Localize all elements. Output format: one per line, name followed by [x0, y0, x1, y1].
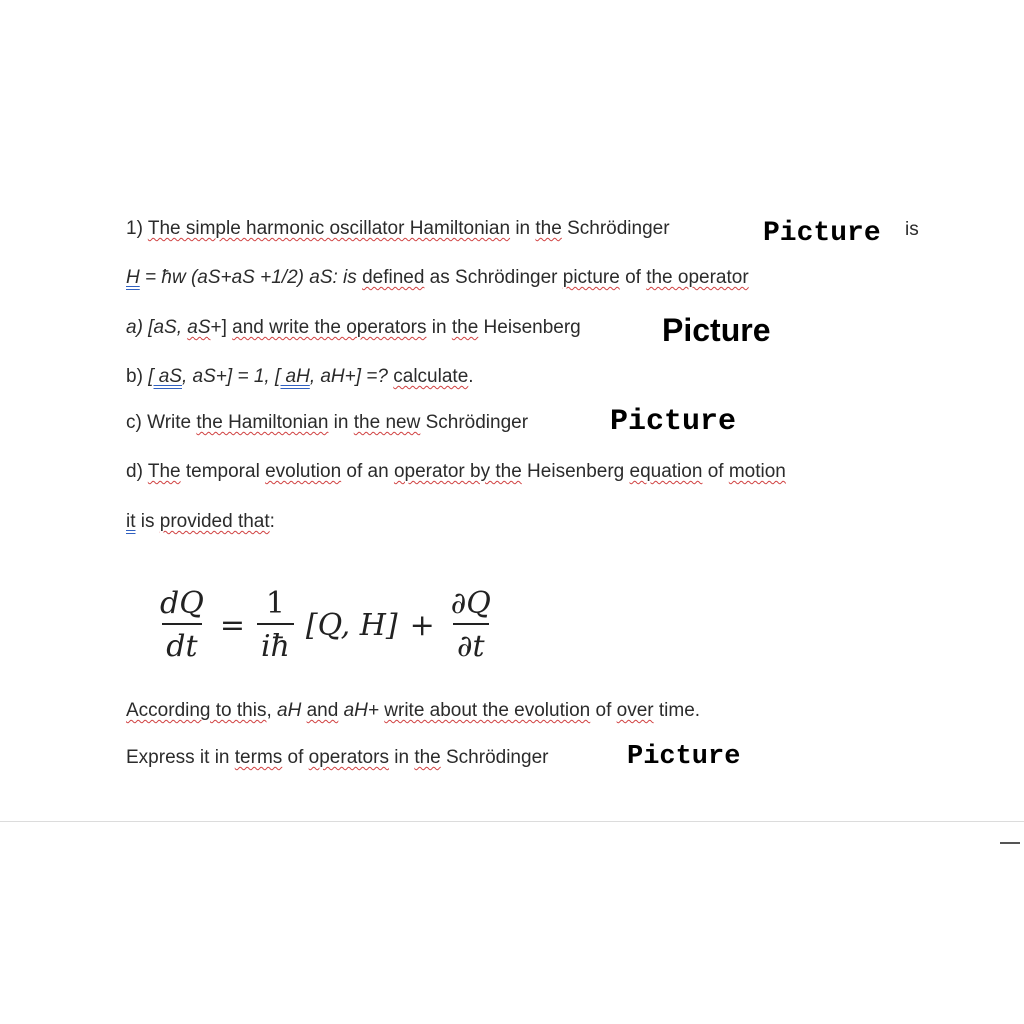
text-span: aH: [277, 700, 302, 721]
picture-word-2: Picture: [662, 312, 771, 348]
text-span: operator by the: [393, 461, 522, 482]
text-span: is: [135, 511, 160, 532]
question-2-line-1: [126, 701, 700, 720]
text-span: the: [535, 218, 562, 239]
text-span: over: [616, 700, 654, 721]
dash-mark: [1000, 842, 1020, 844]
question-part-c: [126, 413, 528, 432]
denominator: dt: [162, 623, 201, 664]
numerator: dQ: [160, 586, 204, 621]
text-span: = ħw (aS+aS +1/2) aS: is: [139, 267, 363, 288]
text-span: equation: [629, 461, 703, 482]
picture-word-3: Picture: [610, 405, 737, 439]
plus-sign: +: [409, 607, 435, 643]
fraction-dq-dt: [156, 586, 208, 664]
heisenberg-equation: [150, 586, 501, 664]
text-span: provided that: [159, 511, 270, 532]
question-2-line-2: [126, 748, 548, 767]
question-part-d: [126, 462, 786, 481]
text-span: motion: [728, 461, 786, 482]
picture-word-1: Picture: [763, 218, 881, 249]
denominator: iħ: [257, 623, 294, 664]
text-span: c) Write: [126, 412, 197, 433]
text-span: According to this: [126, 700, 267, 721]
text-span: b): [126, 366, 149, 387]
text-span: Schrödinger: [420, 412, 529, 433]
question-number: 1): [126, 218, 143, 239]
text-span: .: [468, 366, 474, 387]
text-span: in: [388, 747, 415, 768]
commutator: [Q, H]: [305, 607, 398, 643]
text-span: of: [590, 700, 617, 721]
text-span: a) [aS,: [126, 317, 188, 338]
text-span: Schrödinger: [567, 218, 670, 239]
question-part-b: [126, 367, 474, 386]
text-span: :: [269, 511, 275, 532]
text-span: of: [619, 267, 647, 288]
text-span: The simple harmonic oscillator Hamiltonian: [147, 218, 511, 239]
text-span: aH+: [338, 700, 385, 721]
text-span: of an: [341, 461, 394, 482]
text-span: [ aH: [274, 366, 310, 387]
text-span: Express it in: [126, 747, 235, 768]
text-span: the: [414, 747, 441, 768]
numerator: ∂Q: [450, 586, 491, 621]
text-span: +]: [210, 317, 233, 338]
text-span: the Hamiltonian: [196, 412, 329, 433]
question-1-line-1: [126, 219, 670, 238]
equals-sign: =: [219, 607, 245, 643]
text-span: in: [426, 317, 452, 338]
text-span: temporal: [180, 461, 266, 482]
hamiltonian-symbol: H: [126, 267, 140, 288]
text-span: d): [126, 461, 148, 482]
text-span: , aH+] =?: [309, 366, 394, 387]
text-span: in: [328, 412, 354, 433]
text-span: of: [282, 747, 309, 768]
text-span: Heisenberg: [521, 461, 630, 482]
fraction-partial-q-t: [447, 586, 495, 664]
question-part-a: [126, 318, 581, 337]
text-span: defined: [362, 267, 425, 288]
fraction-one-over-ih: [257, 586, 294, 664]
text-span: evolution: [265, 461, 342, 482]
text-span: and: [306, 700, 339, 721]
text-span: of: [702, 461, 729, 482]
text-span: , aS+] = 1,: [182, 366, 275, 387]
denominator: ∂t: [453, 623, 489, 664]
text-span: the new: [353, 412, 421, 433]
numerator: 1: [265, 586, 285, 621]
text-span: operators: [308, 747, 389, 768]
text-span: [ aS: [148, 366, 182, 387]
text-span: time.: [653, 700, 701, 721]
text-span: as Schrödinger: [424, 267, 563, 288]
picture-word-4: Picture: [627, 742, 741, 772]
question-part-d-continued: [126, 512, 275, 531]
text-span: Schrödinger: [440, 747, 549, 768]
text-span: ,: [266, 700, 278, 721]
text-span: Heisenberg: [478, 317, 581, 338]
text-span: The: [147, 461, 181, 482]
text-span: picture: [562, 267, 620, 288]
text-span: in: [515, 218, 531, 239]
text-span: write about the evolution: [384, 700, 591, 721]
text-span: it: [126, 511, 136, 532]
text-span: terms: [234, 747, 283, 768]
text-span: aS: [187, 317, 211, 338]
question-1-line-2: [126, 268, 749, 287]
text-span: is: [905, 219, 919, 240]
text-span: calculate: [393, 366, 469, 387]
text-span: the operator: [646, 267, 749, 288]
text-span: and write the operators: [232, 317, 427, 338]
page-divider: [0, 821, 1024, 822]
text-span: the: [451, 317, 479, 338]
